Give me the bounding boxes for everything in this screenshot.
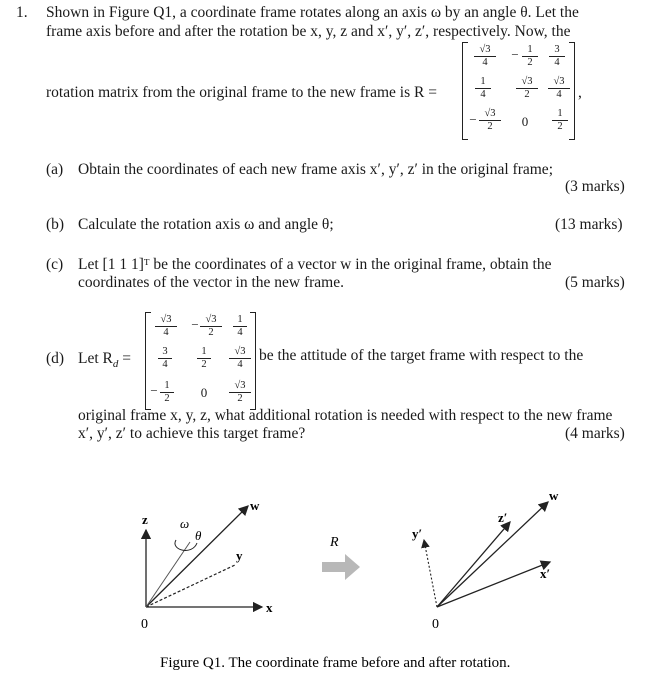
label-omega: ω xyxy=(180,516,190,531)
r-1-3: $\frac{3}{4}$ xyxy=(549,44,565,69)
part-c-line-1: Let [1 1 1]ᵀ be the coordinates of a vector w in the original frame, obtain the xyxy=(78,256,552,273)
label-x: x xyxy=(266,600,273,615)
r-3-2: 0 xyxy=(521,114,529,129)
label-theta: θ xyxy=(195,528,202,543)
w-vector-right xyxy=(437,502,551,607)
rd-2-2: $\frac{1}{2}$ xyxy=(197,346,211,371)
rd-3-2: 0 xyxy=(200,385,208,400)
r-3-3: $\frac{1}{2}$ xyxy=(552,108,568,133)
label-y-prime: y′ xyxy=(412,526,423,541)
rotation-arrow xyxy=(322,535,360,580)
r-2-3: $\frac{√3}{4}$ xyxy=(548,76,570,101)
part-d-marks: (4 marks) xyxy=(565,425,625,442)
r-3-1-sign: − xyxy=(469,112,477,127)
part-c-line-2: coordinates of the vector in the new frame. xyxy=(78,274,344,291)
r-1-2-sign: − xyxy=(511,47,519,62)
rd-3-1: $\frac{1}{2}$ xyxy=(160,380,174,405)
x-prime-axis xyxy=(437,562,550,607)
r-2-2: $\frac{√3}{2}$ xyxy=(516,76,538,101)
label-r: R xyxy=(330,535,339,550)
label-w: w xyxy=(250,498,260,513)
label-origin-left: 0 xyxy=(141,617,148,632)
r-2-1: $\frac{1}{4}$ xyxy=(475,76,491,101)
part-c-label: (c) xyxy=(46,256,64,273)
rd-1-3: $\frac{1}{4}$ xyxy=(233,314,247,339)
intro-line-2: frame axis before and after the rotation be x, y, z and x′, y′, z′, respectively. Now, the xyxy=(46,23,571,40)
part-c-marks: (5 marks) xyxy=(565,274,625,291)
part-d-line-2: original frame x, y, z, what additional rotation is needed with respect to the new frame xyxy=(78,407,613,424)
intro-line-3: rotation matrix from the original frame to the new frame is R = xyxy=(46,84,437,101)
figure-q1 xyxy=(0,480,664,700)
label-w-right: w xyxy=(549,488,559,503)
part-b-marks: (13 marks) xyxy=(555,216,623,233)
matrix-r-comma: , xyxy=(578,84,582,101)
rd-1-2-sign: − xyxy=(191,317,199,332)
r-1-1: $\frac{√3}{4}$ xyxy=(474,44,496,69)
part-d-label: (d) xyxy=(46,350,65,367)
part-a-text: Obtain the coordinates of each new frame axis x′, y′, z′ in the original frame; xyxy=(78,161,553,178)
label-z-prime: z′ xyxy=(498,510,508,525)
theta-arc xyxy=(175,540,197,550)
w-vector xyxy=(146,506,248,607)
part-b-label: (b) xyxy=(46,216,65,233)
part-a-label: (a) xyxy=(46,161,64,178)
original-frame xyxy=(141,498,273,632)
r-3-1: $\frac{√3}{2}$ xyxy=(479,108,501,133)
rd-1-1: $\frac{√3}{4}$ xyxy=(155,314,177,339)
rotated-frame xyxy=(412,488,559,632)
omega-axis xyxy=(146,542,190,607)
part-d-line-3: x′, y′, z′ to achieve this target frame? xyxy=(78,425,306,442)
part-d-let: Let $R_d$ = xyxy=(78,350,131,371)
rd-3-3: $\frac{√3}{2}$ xyxy=(229,380,251,405)
label-z: z xyxy=(142,512,148,527)
label-origin-right: 0 xyxy=(432,617,439,632)
label-x-prime: x′ xyxy=(540,566,551,581)
r-1-2: $\frac{1}{2}$ xyxy=(522,44,538,69)
y-prime-axis xyxy=(424,540,437,607)
figure-caption: Figure Q1. The coordinate frame before and after rotation. xyxy=(160,655,511,671)
part-a-marks: (3 marks) xyxy=(565,178,625,195)
label-y: y xyxy=(236,548,243,563)
question-number: 1. xyxy=(16,4,28,21)
rd-2-3: $\frac{√3}{4}$ xyxy=(229,346,251,371)
rd-1-2: $\frac{√3}{2}$ xyxy=(200,314,222,339)
intro-line-1: Shown in Figure Q1, a coordinate frame rotates along an axis ω by an angle θ. Let the xyxy=(46,4,579,21)
rd-3-1-sign: − xyxy=(150,383,158,398)
part-b-text: Calculate the rotation axis ω and angle θ; xyxy=(78,216,334,233)
gray-arrow-icon xyxy=(322,554,360,580)
rd-2-1: $\frac{3}{4}$ xyxy=(158,346,172,371)
z-prime-axis xyxy=(437,522,510,607)
y-axis xyxy=(146,565,235,607)
part-d-text-after: be the attitude of the target frame with respect to the xyxy=(259,347,584,364)
